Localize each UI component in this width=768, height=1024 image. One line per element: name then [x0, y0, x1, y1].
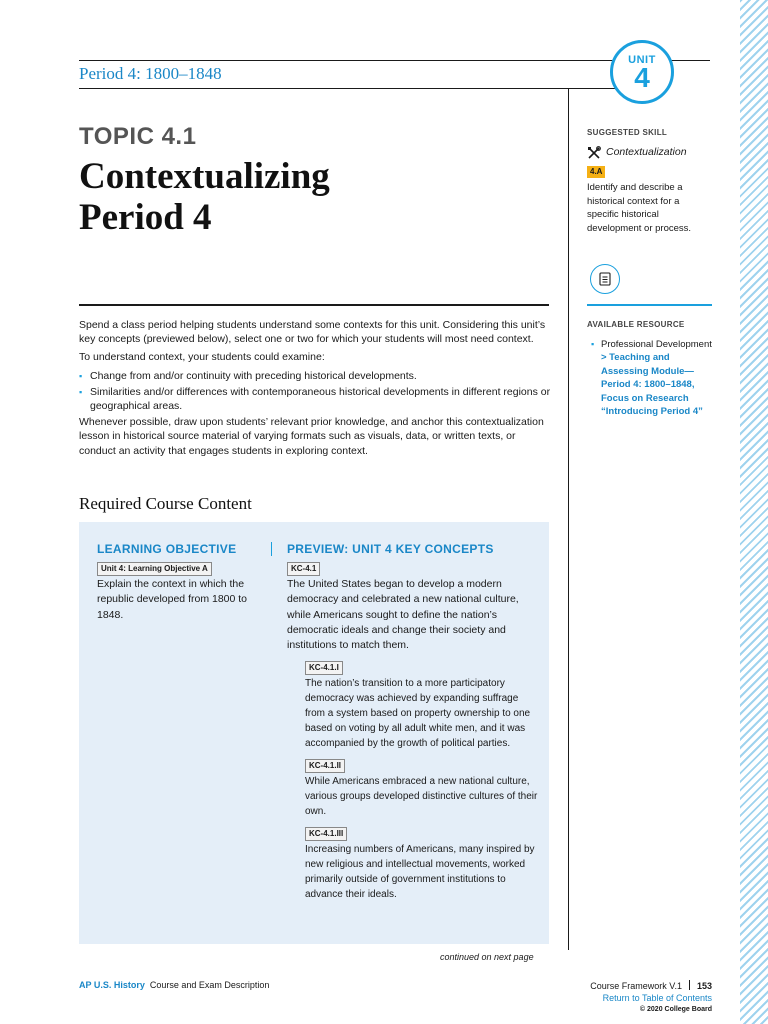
learning-objective-text: Explain the context in which the republic developed from 1800 to 1848.	[97, 578, 248, 621]
learning-objective-tag: Unit 4: Learning Objective A	[97, 562, 212, 576]
sub-concept-tag: KC-4.1.I	[305, 661, 343, 675]
header-sub-rule	[79, 88, 629, 89]
key-concepts-column	[287, 542, 539, 902]
skill-code-badge: 4.A	[587, 166, 605, 178]
resource-item	[587, 338, 712, 419]
sub-concept-text: The nation’s transition to a more participatory democracy was achieved by expanding suffrage from a system based on property ownership to one based on voting by all adult white men, and it was accompanied by the growth of political parties.	[305, 678, 531, 750]
key-concepts-heading: PREVIEW: UNIT 4 KEY CONCEPTS	[287, 542, 494, 556]
sub-concept-text: Increasing numbers of Americans, many inspired by new religious and intellectual movements, worked primarily outside of government institutions to advance their ideals.	[305, 844, 535, 901]
intro-paragraph-2: To understand context, your students could examine:	[79, 351, 325, 364]
sub-concept-tag: KC-4.1.II	[305, 759, 345, 773]
skill-description: Identify and describe a historical context for a specific historical development or process.	[587, 182, 692, 234]
available-resource	[587, 318, 712, 419]
intro-bullets	[79, 369, 551, 414]
kc-main-tag: KC-4.1	[287, 562, 320, 576]
skill-row	[587, 146, 712, 160]
topic-label: TOPIC 4.1	[79, 123, 197, 150]
copyright: © 2020 College Board	[639, 1006, 712, 1013]
intro-bullet: ▪ Change from and/or continuity with preceding historical developments.	[79, 369, 551, 383]
decorative-stripes	[740, 0, 768, 1024]
column-divider	[271, 542, 272, 556]
footer-brand: AP U.S. History	[79, 980, 145, 990]
footer-framework-row	[590, 980, 712, 993]
page-title	[79, 156, 549, 238]
skill-name: Contextualization	[606, 145, 687, 158]
resource-heading: AVAILABLE RESOURCE	[587, 320, 685, 329]
resource-link[interactable]: > Teaching and Assessing Module—Period 4: 1800–1848, Focus on Research “Introducing Period 4”	[601, 352, 703, 417]
kc-main-text: The United States began to develop a modern democracy and celebrated a new national culture, while Americans sought to define the nation’s democratic ideals and change their society and institutions to match them.	[287, 578, 519, 652]
continued-note: continued on next page	[440, 952, 534, 962]
footer-framework: Course Framework V.1	[590, 981, 682, 991]
contextualization-icon	[587, 146, 601, 160]
required-content-box	[79, 522, 549, 944]
resource-list	[587, 338, 712, 419]
title-rule	[79, 304, 549, 306]
footer-right	[590, 980, 712, 1016]
sub-concept	[305, 655, 539, 751]
sub-concept	[305, 753, 539, 819]
skill-heading: SUGGESTED SKILL	[587, 128, 668, 137]
period-title: Period 4: 1800–1848	[79, 64, 222, 83]
intro-text	[79, 318, 551, 462]
required-content-heading: Required Course Content	[79, 494, 252, 513]
unit-label: UNIT	[628, 54, 656, 66]
page-title-line-2: Period 4	[79, 197, 212, 238]
footer-left	[79, 980, 269, 990]
page-title-line-1: Contextualizing	[79, 156, 330, 197]
learning-objective-column	[97, 542, 257, 623]
page-number: 153	[696, 981, 712, 991]
intro-bullet: ▪ Similarities and/or differences with contemporaneous historical developments in different regions or geographical areas.	[79, 385, 551, 413]
learning-objective-heading: LEARNING OBJECTIVE	[97, 542, 237, 556]
footer-separator	[689, 980, 690, 990]
toc-link[interactable]: Return to Table of Contents	[602, 992, 712, 1003]
unit-badge	[610, 40, 674, 104]
footer-description: Course and Exam Description	[149, 980, 270, 990]
resource-rule	[587, 304, 712, 306]
resource-item-label: Professional Development	[601, 338, 712, 350]
sidebar-divider	[568, 88, 569, 950]
unit-number: 4	[634, 62, 650, 93]
intro-paragraph-1: Spend a class period helping students understand some contexts for this unit. Considering this unit’s key concepts (previewed below), select one or two for which your students will most need context.	[79, 319, 546, 346]
document-icon	[590, 264, 620, 294]
intro-paragraph-3: Whenever possible, draw upon students’ relevant prior knowledge, and anchor this contextualization lesson in historical source material of varying formats such as visuals, data, or written texts, or conduct an activity that engages students in exploring context.	[79, 416, 544, 457]
suggested-skill	[587, 126, 712, 235]
sub-concept-text: While Americans embraced a new national culture, various groups developed distinctive cultures of their own.	[305, 776, 538, 818]
sub-concept-tag: KC-4.1.III	[305, 827, 347, 841]
sub-concept	[305, 821, 539, 902]
